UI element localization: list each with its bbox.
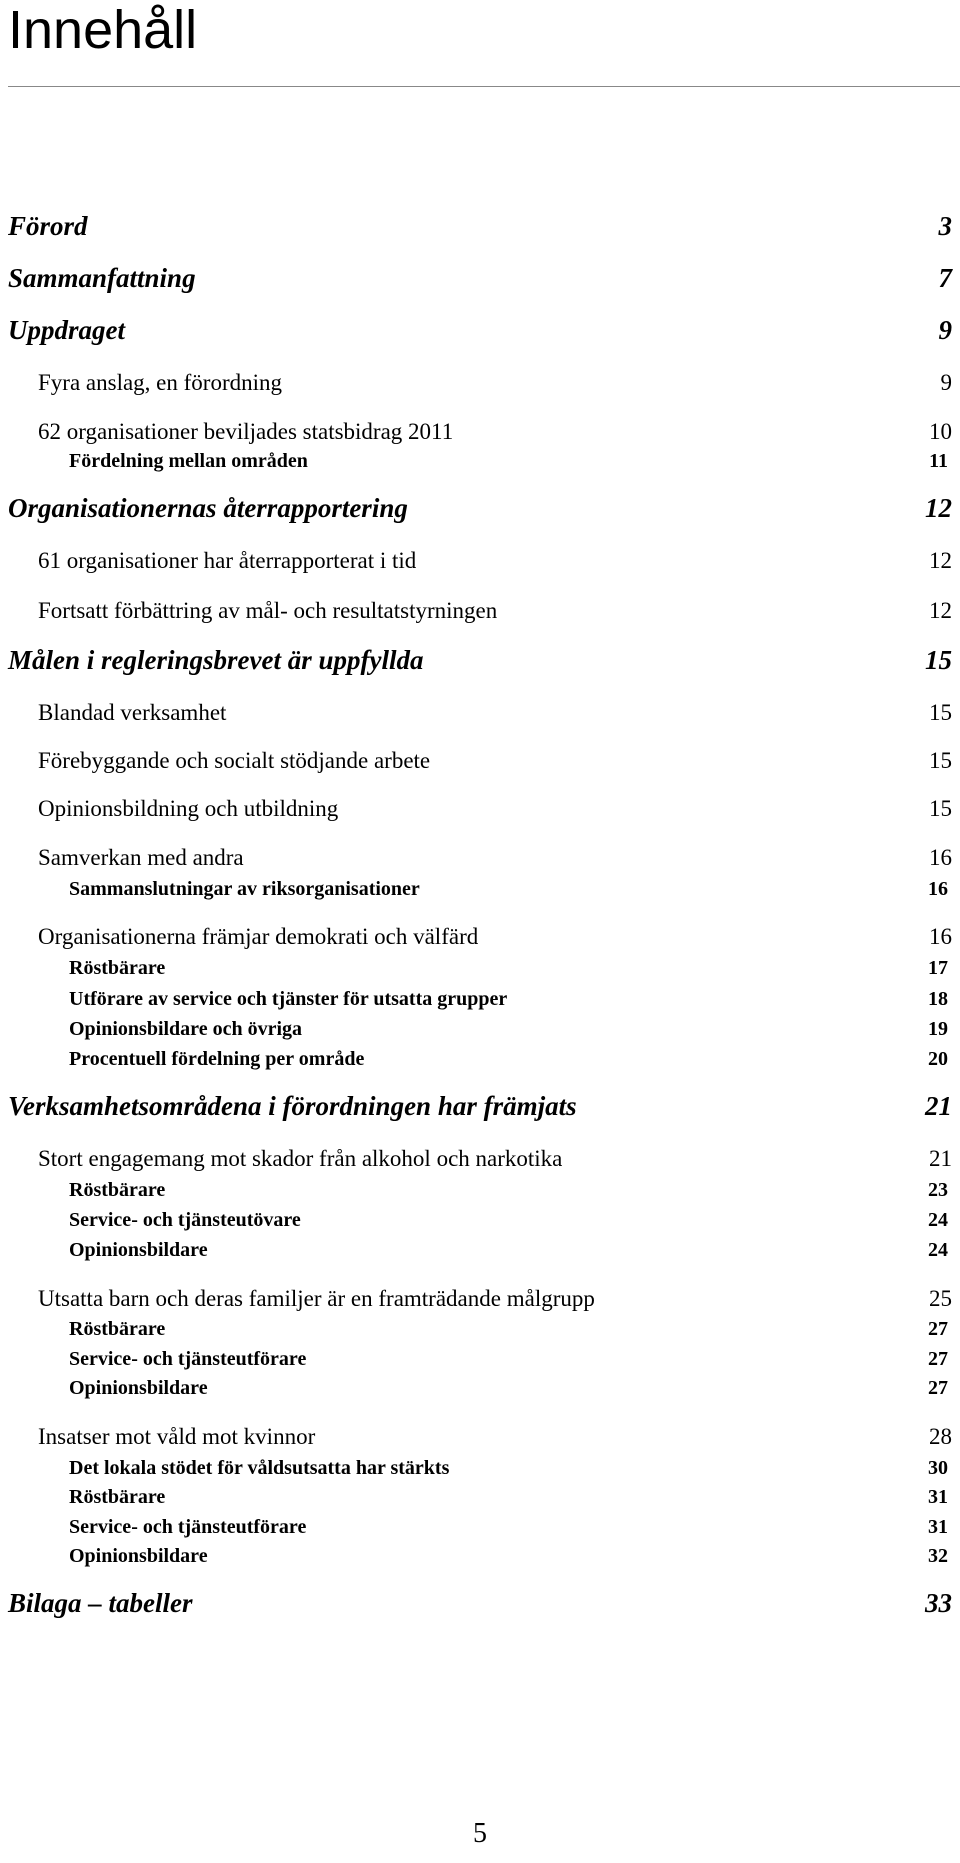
toc-entry[interactable] — [0, 310, 960, 346]
toc-entry-title: Röstbärare — [69, 1318, 166, 1340]
toc-entry-page: 9 — [938, 315, 952, 345]
toc-entry-title: Opinionsbildning och utbildning — [38, 796, 339, 821]
toc-entry-title: Fördelning mellan områden — [69, 450, 308, 472]
toc-entry-page: 21 — [929, 1146, 952, 1171]
toc-entry-page: 23 — [928, 1179, 948, 1201]
toc-entry-title: Insatser mot våld mot kvinnor — [38, 1424, 316, 1449]
toc-entry-page: 27 — [928, 1348, 948, 1370]
toc-entry-page: 19 — [928, 1018, 948, 1040]
toc-entry-page: 28 — [929, 1424, 952, 1449]
toc-entry[interactable] — [0, 640, 960, 676]
toc-entry-page: 7 — [938, 263, 952, 293]
toc-entry-title: Opinionsbildare — [69, 1239, 208, 1261]
toc-entry-title: Sammanfattning — [8, 263, 196, 293]
page-number: 5 — [473, 1818, 487, 1849]
toc-entry-page: 20 — [928, 1048, 948, 1070]
toc-entry-page: 3 — [938, 211, 952, 241]
toc-entry-page: 12 — [929, 598, 952, 623]
toc-entry[interactable] — [0, 538, 960, 574]
toc-entry-page: 31 — [928, 1516, 948, 1538]
toc-entry-title: Opinionsbildare — [69, 1377, 208, 1399]
toc-entry[interactable] — [0, 1035, 960, 1071]
toc-entry-page: 16 — [929, 924, 952, 949]
toc-entry-title: Organisationernas återrapportering — [8, 493, 408, 523]
toc-entry-page: 15 — [925, 645, 952, 675]
toc-entry-page: 15 — [929, 700, 952, 725]
toc-entry-page: 30 — [928, 1457, 948, 1479]
toc-entry[interactable] — [0, 360, 960, 396]
toc-entry[interactable] — [0, 1583, 960, 1619]
toc-entry-page: 27 — [928, 1318, 948, 1340]
toc-entry[interactable] — [0, 738, 960, 774]
toc-entry-title: Röstbärare — [69, 1486, 166, 1508]
toc-entry[interactable] — [0, 206, 960, 242]
toc-entry[interactable] — [0, 1226, 960, 1262]
toc-entry-page: 31 — [928, 1486, 948, 1508]
toc-entry[interactable] — [0, 437, 960, 473]
toc-entry-title: Sammanslutningar av riksorganisationer — [69, 878, 420, 900]
toc-entry[interactable] — [0, 865, 960, 901]
toc-entry-page: 17 — [928, 957, 948, 979]
toc-entry-title: 61 organisationer har återrapporterat i tid — [38, 548, 417, 573]
toc-entry-title: Röstbärare — [69, 957, 166, 979]
toc-entry[interactable] — [0, 588, 960, 624]
toc-entry-page: 16 — [928, 878, 948, 900]
toc-entry-page: 33 — [925, 1588, 952, 1618]
toc-entry-page: 9 — [940, 370, 952, 395]
toc-entry-title: Utsatta barn och deras familjer är en framträdande målgrupp — [38, 1286, 595, 1311]
page-title: Innehåll — [8, 0, 198, 60]
toc-entry-title: Röstbärare — [69, 1179, 166, 1201]
toc-entry-title: Verksamhetsområdena i förordningen har främjats — [8, 1091, 577, 1121]
toc-entry-page: 24 — [928, 1239, 948, 1261]
toc-entry-title: Det lokala stödet för våldsutsatta har stärkts — [69, 1457, 450, 1479]
toc-entry-page: 15 — [929, 748, 952, 773]
toc-entry-title: Fortsatt förbättring av mål- och resultatstyrningen — [38, 598, 498, 623]
title-divider — [8, 86, 960, 87]
toc-entry-page: 18 — [928, 988, 948, 1010]
toc-entry-page: 10 — [929, 419, 952, 444]
toc-entry-title: Förord — [8, 211, 88, 241]
toc-entry-title: Organisationerna främjar demokrati och välfärd — [38, 924, 479, 949]
toc-entry-title: Procentuell fördelning per område — [69, 1048, 365, 1070]
toc-entry-page: 12 — [929, 548, 952, 573]
toc-entry-title: Service- och tjänsteutövare — [69, 1209, 301, 1231]
toc-entry-page: 24 — [928, 1209, 948, 1231]
toc-entry[interactable] — [0, 1086, 960, 1122]
toc-entry-title: Stort engagemang mot skador från alkohol och narkotika — [38, 1146, 563, 1171]
toc-entry-page: 32 — [928, 1545, 948, 1567]
toc-entry-page: 25 — [929, 1286, 952, 1311]
toc-entry[interactable] — [0, 488, 960, 524]
toc-entry-title: Opinionsbildare och övriga — [69, 1018, 303, 1040]
toc-entry-title: Förebyggande och socialt stödjande arbete — [38, 748, 431, 773]
toc-entry-title: Blandad verksamhet — [38, 700, 227, 725]
toc-entry[interactable] — [0, 786, 960, 822]
toc-entry-title: Bilaga – tabeller — [8, 1588, 193, 1618]
toc-entry-page: 11 — [929, 450, 948, 472]
toc-entry[interactable] — [0, 258, 960, 294]
toc-entry-title: Målen i regleringsbrevet är uppfyllda — [8, 645, 424, 675]
toc-entry-page: 27 — [928, 1377, 948, 1399]
toc-entry-page: 16 — [929, 845, 952, 870]
toc-entry-title: Fyra anslag, en förordning — [38, 370, 282, 395]
toc-entry[interactable] — [0, 1364, 960, 1400]
toc-entry-title: Samverkan med andra — [38, 845, 244, 870]
toc-entry-title: Utförare av service och tjänster för utsatta grupper — [69, 988, 508, 1010]
toc-entry-page: 12 — [925, 493, 952, 523]
toc-entry[interactable] — [0, 690, 960, 726]
toc-entry[interactable] — [0, 1532, 960, 1568]
toc-entry-title: 62 organisationer beviljades statsbidrag 2011 — [38, 419, 454, 444]
toc-entry-title: Service- och tjänsteutförare — [69, 1348, 307, 1370]
toc-entry-page: 21 — [925, 1091, 952, 1121]
toc-entry-page: 15 — [929, 796, 952, 821]
toc-entry-title: Opinionsbildare — [69, 1545, 208, 1567]
toc-entry-title: Uppdraget — [8, 315, 125, 345]
toc-entry-title: Service- och tjänsteutförare — [69, 1516, 307, 1538]
